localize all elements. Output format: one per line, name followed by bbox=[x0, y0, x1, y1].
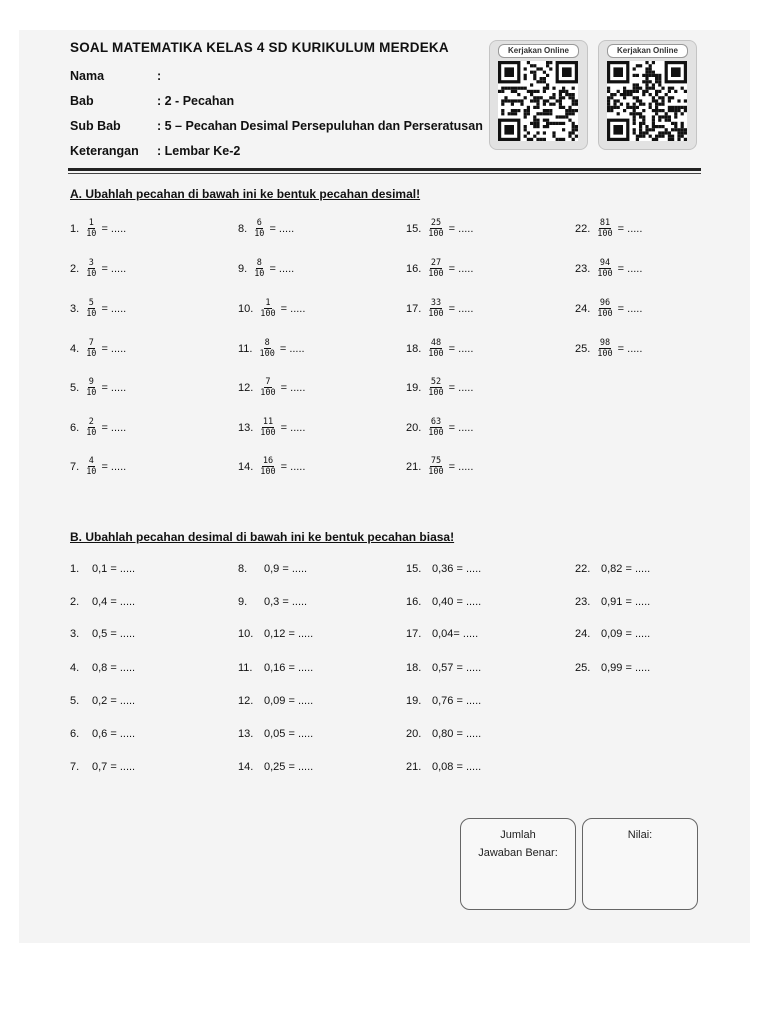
fraction bbox=[259, 456, 276, 477]
answer-blank: = ..... bbox=[617, 222, 643, 235]
denominator: 100 bbox=[428, 388, 444, 398]
question-number: 23. bbox=[575, 262, 591, 275]
question-number: 19. bbox=[406, 695, 422, 707]
numerator: 52 bbox=[430, 377, 442, 387]
decimal-expression: 0,80 = ..... bbox=[432, 728, 482, 740]
fraction-question bbox=[406, 377, 473, 398]
denominator: 100 bbox=[597, 229, 613, 239]
decimal-question bbox=[70, 761, 135, 773]
decimal-question bbox=[575, 563, 650, 575]
numerator: 81 bbox=[599, 218, 611, 228]
denominator: 100 bbox=[428, 229, 444, 239]
fraction-question bbox=[575, 338, 642, 359]
fraction bbox=[427, 417, 444, 438]
decimal-question bbox=[238, 728, 313, 740]
grade-box bbox=[582, 818, 698, 910]
qr-card-label: Kerjakan Online bbox=[607, 44, 688, 58]
numerator: 1 bbox=[88, 218, 94, 228]
question-number: 12. bbox=[238, 695, 254, 707]
fraction-question bbox=[70, 298, 126, 319]
numerator: 16 bbox=[262, 456, 274, 466]
section-a-title: A. Ubahlah pecahan di bawah ini ke bentuk pecahan desimal! bbox=[70, 187, 421, 201]
question-number: 17. bbox=[406, 628, 422, 640]
decimal-question bbox=[575, 662, 650, 674]
fraction-question bbox=[238, 338, 305, 359]
question-number: 7. bbox=[70, 761, 80, 773]
fraction bbox=[427, 218, 444, 239]
denominator: 10 bbox=[86, 467, 97, 477]
numerator: 75 bbox=[430, 456, 442, 466]
numerator: 96 bbox=[599, 298, 611, 308]
question-number: 10. bbox=[238, 302, 254, 315]
fraction-question bbox=[406, 338, 473, 359]
question-number: 25. bbox=[575, 662, 591, 674]
fraction bbox=[596, 218, 613, 239]
fraction-question bbox=[575, 218, 642, 239]
decimal-expression: 0,04= ..... bbox=[432, 628, 479, 640]
fraction-question bbox=[70, 417, 126, 438]
fraction bbox=[85, 298, 97, 319]
decimal-question bbox=[70, 695, 135, 707]
question-number: 10. bbox=[238, 628, 254, 640]
correct-answers-label-line2: Jawaban Benar: bbox=[478, 847, 558, 859]
answer-blank: = ..... bbox=[101, 381, 127, 394]
denominator: 100 bbox=[260, 428, 276, 438]
question-number: 3. bbox=[70, 628, 80, 640]
decimal-expression: 0,6 = ..... bbox=[92, 728, 136, 740]
fraction-question bbox=[238, 258, 294, 279]
fraction bbox=[85, 417, 97, 438]
qr-code-icon bbox=[607, 61, 687, 141]
answer-blank: = ..... bbox=[448, 421, 474, 434]
decimal-question bbox=[238, 563, 307, 575]
decimal-expression: 0,12 = ..... bbox=[264, 628, 314, 640]
question-number: 21. bbox=[406, 761, 422, 773]
answer-blank: = ..... bbox=[280, 302, 306, 315]
question-number: 11. bbox=[238, 342, 253, 355]
denominator: 10 bbox=[86, 309, 97, 319]
numerator: 3 bbox=[88, 258, 94, 268]
grade-label: Nilai: bbox=[627, 829, 653, 841]
denominator: 10 bbox=[86, 388, 97, 398]
section-b-title: B. Ubahlah pecahan desimal di bawah ini ke bentuk pecahan biasa! bbox=[70, 530, 455, 544]
fraction bbox=[85, 456, 97, 477]
decimal-question bbox=[70, 596, 135, 608]
decimal-expression: 0,16 = ..... bbox=[264, 662, 314, 674]
question-number: 18. bbox=[406, 662, 422, 674]
denominator: 100 bbox=[428, 309, 444, 319]
field-label-keterangan: Keterangan bbox=[70, 144, 139, 158]
decimal-expression: 0,57 = ..... bbox=[432, 662, 482, 674]
decimal-question bbox=[575, 628, 650, 640]
fraction-question bbox=[70, 218, 126, 239]
question-number: 20. bbox=[406, 421, 422, 434]
decimal-expression: 0,36 = ..... bbox=[432, 563, 482, 575]
answer-blank: = ..... bbox=[279, 342, 305, 355]
fraction bbox=[253, 218, 265, 239]
fraction-question bbox=[406, 298, 473, 319]
numerator: 1 bbox=[265, 298, 271, 308]
question-number: 8. bbox=[238, 563, 248, 575]
numerator: 33 bbox=[430, 298, 442, 308]
fraction bbox=[427, 456, 444, 477]
fraction bbox=[427, 298, 444, 319]
question-number: 2. bbox=[70, 262, 80, 275]
correct-answers-label-line1: Jumlah bbox=[500, 829, 536, 841]
decimal-question bbox=[238, 662, 313, 674]
fraction-question bbox=[406, 218, 473, 239]
correct-answers-box bbox=[460, 818, 576, 910]
fraction-question bbox=[406, 456, 473, 477]
numerator: 63 bbox=[430, 417, 442, 427]
question-number: 14. bbox=[238, 460, 254, 473]
question-number: 11. bbox=[238, 662, 253, 674]
decimal-question bbox=[406, 596, 481, 608]
decimal-expression: 0,8 = ..... bbox=[92, 662, 136, 674]
question-number: 8. bbox=[238, 222, 248, 235]
denominator: 10 bbox=[86, 269, 97, 279]
fraction-question bbox=[238, 456, 305, 477]
decimal-question bbox=[70, 728, 135, 740]
decimal-question bbox=[575, 596, 650, 608]
question-number: 9. bbox=[238, 596, 248, 608]
decimal-expression: 0,9 = ..... bbox=[264, 563, 308, 575]
decimal-question bbox=[70, 662, 135, 674]
fraction-question bbox=[238, 218, 294, 239]
fraction-question bbox=[238, 298, 305, 319]
qr-code-icon bbox=[498, 61, 578, 141]
answer-blank: = ..... bbox=[448, 381, 474, 394]
worksheet-page bbox=[19, 30, 750, 943]
question-number: 4. bbox=[70, 342, 80, 355]
denominator: 10 bbox=[254, 229, 265, 239]
answer-blank: = ..... bbox=[448, 222, 474, 235]
denominator: 100 bbox=[428, 349, 444, 359]
denominator: 100 bbox=[259, 349, 275, 359]
fraction-question bbox=[70, 338, 126, 359]
fraction bbox=[259, 417, 276, 438]
question-number: 18. bbox=[406, 342, 422, 355]
question-number: 6. bbox=[70, 421, 80, 434]
decimal-question bbox=[406, 662, 481, 674]
fraction bbox=[259, 377, 276, 398]
fraction bbox=[427, 377, 444, 398]
header-divider-thin bbox=[68, 173, 701, 174]
decimal-question bbox=[238, 695, 313, 707]
answer-blank: = ..... bbox=[280, 381, 306, 394]
question-number: 1. bbox=[70, 563, 80, 575]
fraction bbox=[427, 258, 444, 279]
question-number: 2. bbox=[70, 596, 80, 608]
question-number: 1. bbox=[70, 222, 80, 235]
question-number: 5. bbox=[70, 381, 80, 394]
question-number: 6. bbox=[70, 728, 80, 740]
decimal-question bbox=[406, 761, 481, 773]
numerator: 98 bbox=[599, 338, 611, 348]
fraction-question bbox=[406, 417, 473, 438]
fraction-question bbox=[70, 377, 126, 398]
decimal-expression: 0,25 = ..... bbox=[264, 761, 314, 773]
worksheet-title: SOAL MATEMATIKA KELAS 4 SD KURIKULUM MERDEKA bbox=[70, 40, 449, 55]
denominator: 10 bbox=[254, 269, 265, 279]
denominator: 100 bbox=[597, 349, 613, 359]
decimal-expression: 0,05 = ..... bbox=[264, 728, 314, 740]
numerator: 11 bbox=[262, 417, 274, 427]
fraction-question bbox=[238, 377, 305, 398]
question-number: 9. bbox=[238, 262, 248, 275]
field-value-keterangan: : Lembar Ke-2 bbox=[157, 144, 241, 158]
denominator: 100 bbox=[260, 467, 276, 477]
fraction bbox=[427, 338, 444, 359]
qr-card-online-2[interactable] bbox=[598, 40, 697, 150]
fraction bbox=[253, 258, 265, 279]
question-number: 14. bbox=[238, 761, 254, 773]
question-number: 19. bbox=[406, 381, 422, 394]
numerator: 7 bbox=[88, 338, 94, 348]
question-number: 16. bbox=[406, 262, 422, 275]
question-number: 24. bbox=[575, 302, 591, 315]
question-number: 15. bbox=[406, 563, 422, 575]
question-number: 23. bbox=[575, 596, 591, 608]
decimal-expression: 0,09 = ..... bbox=[601, 628, 651, 640]
decimal-expression: 0,2 = ..... bbox=[92, 695, 136, 707]
answer-blank: = ..... bbox=[448, 302, 474, 315]
decimal-question bbox=[238, 596, 307, 608]
answer-blank: = ..... bbox=[617, 342, 643, 355]
fraction bbox=[85, 218, 97, 239]
numerator: 48 bbox=[430, 338, 442, 348]
fraction-question bbox=[575, 298, 642, 319]
answer-blank: = ..... bbox=[448, 342, 474, 355]
decimal-expression: 0,08 = ..... bbox=[432, 761, 482, 773]
field-label-bab: Bab bbox=[70, 94, 94, 108]
numerator: 94 bbox=[599, 258, 611, 268]
numerator: 9 bbox=[88, 377, 94, 387]
decimal-question bbox=[238, 628, 313, 640]
question-number: 5. bbox=[70, 695, 80, 707]
decimal-question bbox=[70, 563, 135, 575]
answer-blank: = ..... bbox=[101, 460, 127, 473]
numerator: 5 bbox=[88, 298, 94, 308]
fraction bbox=[596, 258, 613, 279]
decimal-expression: 0,3 = ..... bbox=[264, 596, 308, 608]
denominator: 100 bbox=[260, 388, 276, 398]
decimal-expression: 0,91 = ..... bbox=[601, 596, 651, 608]
question-number: 7. bbox=[70, 460, 80, 473]
qr-card-label: Kerjakan Online bbox=[498, 44, 579, 58]
fraction-question bbox=[70, 258, 126, 279]
question-number: 17. bbox=[406, 302, 422, 315]
decimal-expression: 0,09 = ..... bbox=[264, 695, 314, 707]
header-divider bbox=[68, 168, 701, 171]
numerator: 25 bbox=[430, 218, 442, 228]
answer-blank: = ..... bbox=[101, 421, 127, 434]
denominator: 100 bbox=[428, 428, 444, 438]
denominator: 10 bbox=[86, 229, 97, 239]
answer-blank: = ..... bbox=[269, 262, 295, 275]
denominator: 100 bbox=[428, 269, 444, 279]
answer-blank: = ..... bbox=[101, 302, 127, 315]
question-number: 20. bbox=[406, 728, 422, 740]
denominator: 10 bbox=[86, 428, 97, 438]
decimal-expression: 0,40 = ..... bbox=[432, 596, 482, 608]
field-value-bab: : 2 - Pecahan bbox=[157, 94, 235, 108]
decimal-question bbox=[70, 628, 135, 640]
fraction bbox=[85, 377, 97, 398]
fraction bbox=[85, 258, 97, 279]
decimal-expression: 0,82 = ..... bbox=[601, 563, 651, 575]
question-number: 13. bbox=[238, 728, 254, 740]
decimal-expression: 0,99 = ..... bbox=[601, 662, 651, 674]
decimal-expression: 0,4 = ..... bbox=[92, 596, 136, 608]
answer-blank: = ..... bbox=[101, 342, 127, 355]
numerator: 8 bbox=[264, 338, 270, 348]
fraction-question bbox=[238, 417, 305, 438]
answer-blank: = ..... bbox=[448, 262, 474, 275]
decimal-question bbox=[406, 695, 481, 707]
denominator: 100 bbox=[428, 467, 444, 477]
question-number: 25. bbox=[575, 342, 591, 355]
numerator: 27 bbox=[430, 258, 442, 268]
answer-blank: = ..... bbox=[448, 460, 474, 473]
answer-blank: = ..... bbox=[269, 222, 295, 235]
numerator: 6 bbox=[256, 218, 262, 228]
fraction bbox=[596, 338, 613, 359]
question-number: 16. bbox=[406, 596, 422, 608]
decimal-question bbox=[406, 628, 478, 640]
decimal-expression: 0,76 = ..... bbox=[432, 695, 482, 707]
answer-blank: = ..... bbox=[101, 222, 127, 235]
fraction bbox=[85, 338, 97, 359]
decimal-expression: 0,1 = ..... bbox=[92, 563, 136, 575]
denominator: 10 bbox=[86, 349, 97, 359]
answer-blank: = ..... bbox=[101, 262, 127, 275]
fraction-question bbox=[406, 258, 473, 279]
numerator: 4 bbox=[88, 456, 94, 466]
question-number: 22. bbox=[575, 563, 591, 575]
numerator: 7 bbox=[265, 377, 271, 387]
answer-blank: = ..... bbox=[617, 302, 643, 315]
numerator: 2 bbox=[88, 417, 94, 427]
decimal-expression: 0,5 = ..... bbox=[92, 628, 136, 640]
denominator: 100 bbox=[597, 269, 613, 279]
question-number: 15. bbox=[406, 222, 422, 235]
fraction bbox=[258, 338, 275, 359]
field-label-nama: Nama bbox=[70, 69, 105, 83]
answer-blank: = ..... bbox=[617, 262, 643, 275]
decimal-question bbox=[238, 761, 313, 773]
answer-blank: = ..... bbox=[280, 460, 306, 473]
qr-card-online-1[interactable] bbox=[489, 40, 588, 150]
decimal-expression: 0,7 = ..... bbox=[92, 761, 136, 773]
fraction bbox=[596, 298, 613, 319]
question-number: 4. bbox=[70, 662, 80, 674]
question-number: 13. bbox=[238, 421, 254, 434]
fraction-question bbox=[70, 456, 126, 477]
question-number: 3. bbox=[70, 302, 80, 315]
fraction bbox=[259, 298, 276, 319]
field-value-sub-bab: : 5 – Pecahan Desimal Persepuluhan dan Perseratusan bbox=[157, 119, 483, 133]
denominator: 100 bbox=[597, 309, 613, 319]
numerator: 8 bbox=[256, 258, 262, 268]
question-number: 24. bbox=[575, 628, 591, 640]
fraction-question bbox=[575, 258, 642, 279]
decimal-question bbox=[406, 563, 481, 575]
field-value-nama: : bbox=[157, 69, 162, 83]
answer-blank: = ..... bbox=[280, 421, 306, 434]
question-number: 21. bbox=[406, 460, 422, 473]
question-number: 22. bbox=[575, 222, 591, 235]
decimal-question bbox=[406, 728, 481, 740]
question-number: 12. bbox=[238, 381, 254, 394]
denominator: 100 bbox=[260, 309, 276, 319]
field-label-sub-bab: Sub Bab bbox=[70, 119, 121, 133]
